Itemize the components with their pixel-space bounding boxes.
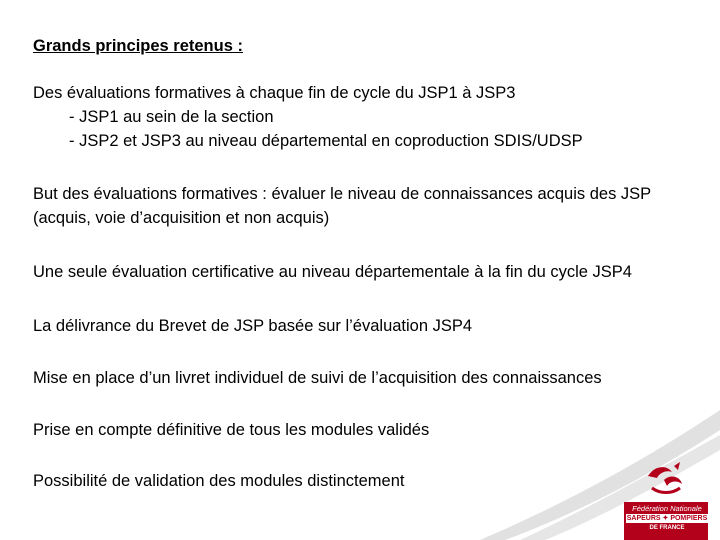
paragraph-but-evaluations <box>33 182 651 230</box>
paragraph-line: Possibilité de validation des modules distinctement <box>33 472 405 490</box>
paragraph-line: Des évaluations formatives à chaque fin de cycle du JSP1 à JSP3 <box>33 84 516 102</box>
logo-line-2: SAPEURS ✦ POMPIERS <box>626 515 708 522</box>
paragraph-validation-modules <box>33 469 404 493</box>
paragraph-line: But des évaluations formatives : évaluer le niveau de connaissances acquis des JSP <box>33 185 652 203</box>
paragraph-line: Une seule évaluation certificative au niveau départementale à la fin du cycle JSP4 <box>33 263 632 281</box>
sapeurs-pompiers-emblem-icon <box>648 462 682 493</box>
paragraph-line: (acquis, voie d’acquisition et non acquis) <box>33 209 330 227</box>
federation-logo-text <box>624 504 710 532</box>
logo-line-3: DE FRANCE <box>649 525 685 531</box>
paragraph-line: La délivrance du Brevet de JSP basée sur l’évaluation JSP4 <box>33 317 473 335</box>
paragraph-line: Mise en place d’un livret individuel de suivi de l’acquisition des connaissances <box>33 369 602 387</box>
paragraph-brevet <box>33 314 472 338</box>
paragraph-line: Prise en compte définitive de tous les modules validés <box>33 421 430 439</box>
paragraph-livret <box>33 366 602 390</box>
logo-line-1: Fédération Nationale <box>632 504 702 513</box>
slide-heading: Grands principes retenus : <box>33 37 243 55</box>
paragraph-evaluations-formatives <box>33 81 583 153</box>
paragraph-modules-valides <box>33 418 429 442</box>
bullet-jsp1: - JSP1 au sein de la section <box>69 108 274 126</box>
bullet-jsp2-jsp3: - JSP2 et JSP3 au niveau départemental en coproduction SDIS/UDSP <box>69 132 583 150</box>
paragraph-evaluation-certificative <box>33 260 632 284</box>
